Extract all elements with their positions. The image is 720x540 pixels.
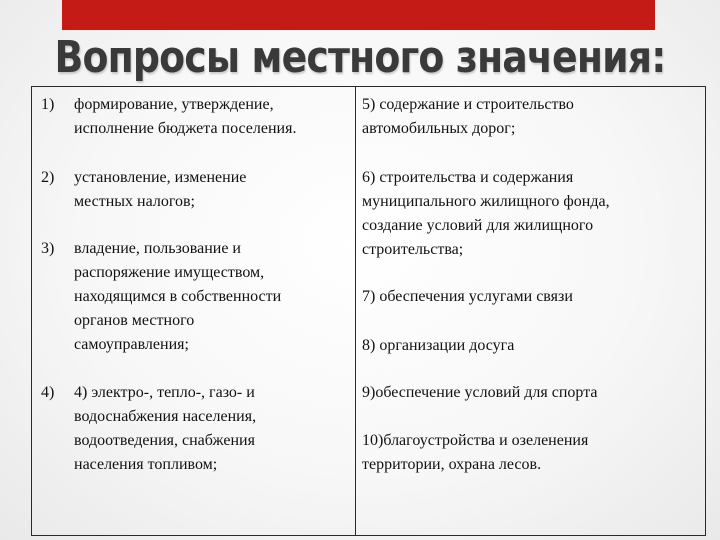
right-item-6-line-1: 6) строительства и содержания <box>362 169 574 186</box>
left-item-3-line-1: владение, пользование и <box>74 240 241 257</box>
item-number: 3) <box>41 240 55 257</box>
item-number: 1) <box>41 96 55 113</box>
right-item-9: 9)обеспечение условий для спорта <box>362 384 598 401</box>
right-item-6-line-2: муниципального жилищного фонда, <box>362 193 610 210</box>
right-item-5-line-2: автомобильных дорог; <box>362 120 516 137</box>
right-item-8: 8) организации досуга <box>362 337 515 354</box>
left-item-1-line-2: исполнение бюджета поселения. <box>74 120 297 137</box>
left-item-3-line-2: распоряжение имуществом, <box>74 264 265 281</box>
right-item-7: 7) обеспечения услугами связи <box>362 288 573 305</box>
content-table <box>31 86 706 536</box>
right-item-6-line-3: создание условий для жилищного <box>362 217 594 234</box>
left-item-4-line-3: водоотведения, снабжения <box>74 432 255 449</box>
item-number: 2) <box>41 169 55 186</box>
left-item-3-line-5: самоуправления; <box>74 336 189 353</box>
left-item-2-line-1: установление, изменение <box>74 169 247 186</box>
column-divider <box>355 87 356 535</box>
left-item-3-line-3: находящимся в собственности <box>74 288 282 305</box>
right-item-6-line-4: строительства; <box>362 241 464 258</box>
left-item-3-line-4: органов местного <box>74 312 195 329</box>
right-item-10-line-1: 10)благоустройства и озеленения <box>362 432 589 449</box>
right-item-5-line-1: 5) содержание и строительство <box>362 96 574 113</box>
left-item-4-line-1: 4) электро-, тепло-, газо- и <box>74 384 255 401</box>
left-item-4-line-2: водоснабжения населения, <box>74 408 257 425</box>
left-item-4-line-4: населения топливом; <box>74 456 218 473</box>
item-number: 4) <box>41 384 55 401</box>
accent-bar <box>62 0 655 30</box>
right-item-10-line-2: территории, охрана лесов. <box>362 456 542 473</box>
left-item-2-line-2: местных налогов; <box>74 193 195 210</box>
slide-title: Вопросы местного значения: <box>54 32 666 83</box>
left-item-1-line-1: формирование, утверждение, <box>74 96 274 113</box>
